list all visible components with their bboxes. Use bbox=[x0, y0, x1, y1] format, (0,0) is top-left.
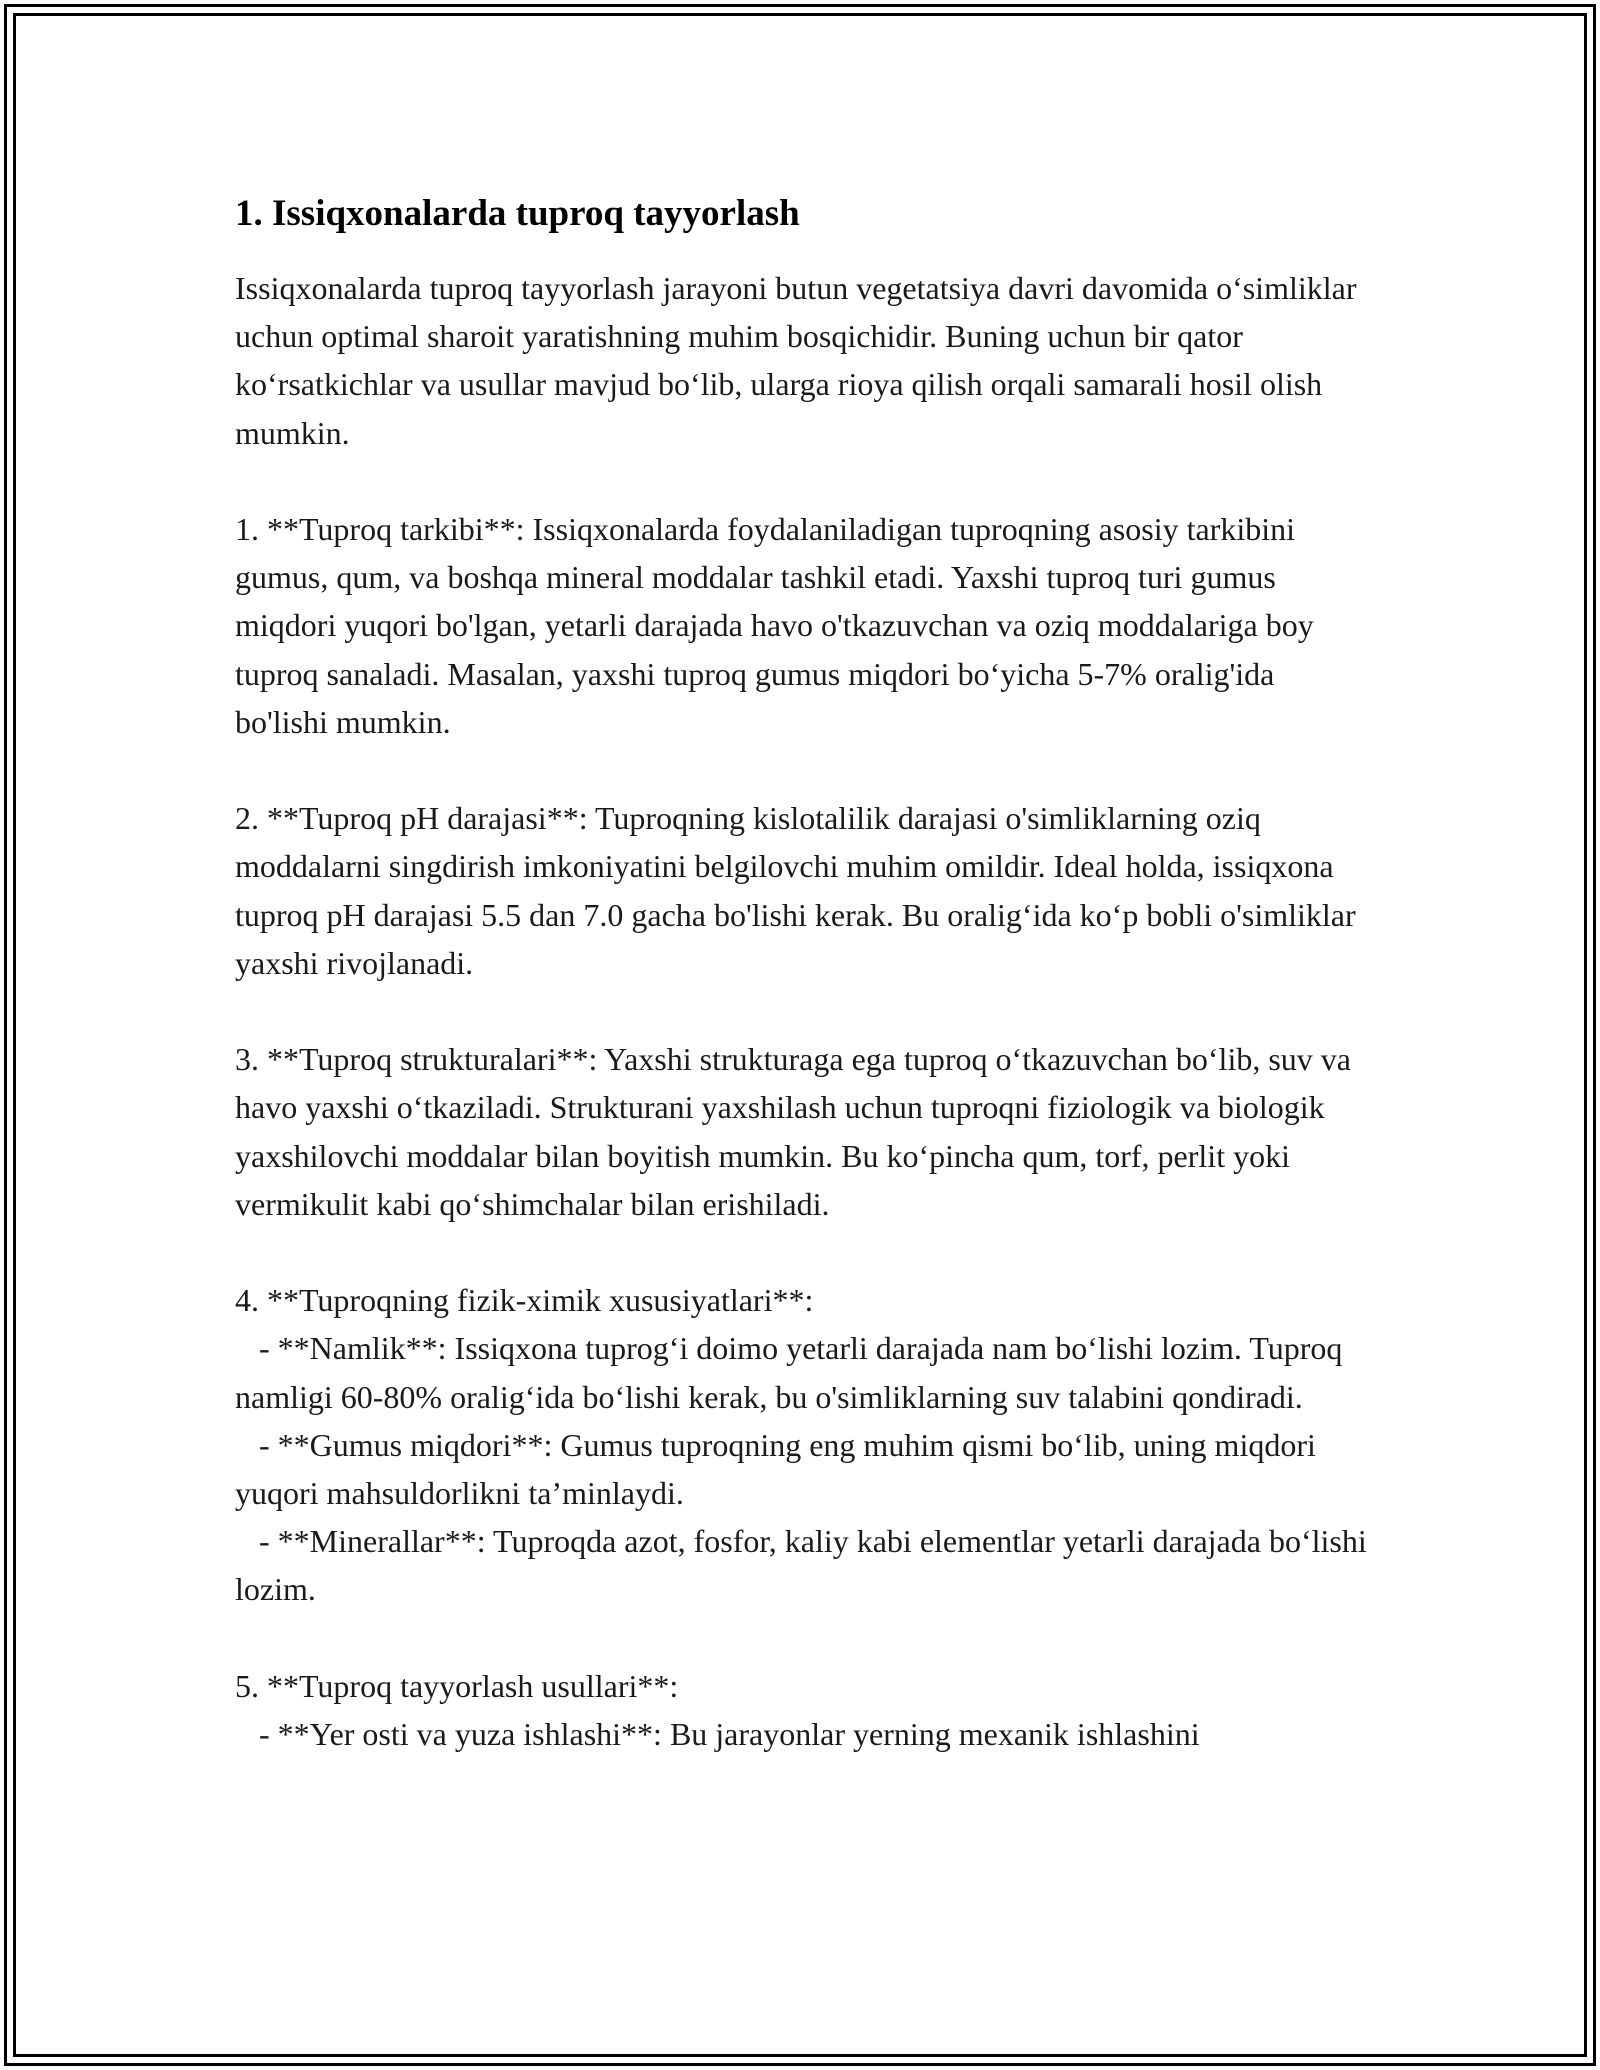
list-item-tuproq-ph: 2. **Tuproq pH darajasi**: Tuproqning kislotalilik darajasi o'simliklarning oziq moddalarni singdirish imkoniyatini belgilovchi muhim omildir. Ideal holda, issiqxona tuproq pH darajasi 5.5 dan 7.0 gacha bo'lishi kerak. Bu oralig‘ida ko‘p bobli o'simliklar yaxshi rivojlanadi. bbox=[235, 800, 1364, 981]
paragraph-spacer bbox=[235, 746, 1375, 794]
section-title: 1. Issiqxonalarda tuproq tayyorlash bbox=[235, 193, 800, 234]
sub-item-gumus: - **Gumus miqdori**: Gumus tuproqning eng muhim qismi bo‘lib, uning miqdori yuqori mahsuldorlikni ta’minlaydi. bbox=[235, 1426, 1324, 1512]
sub-item-minerallar: - **Minerallar**: Tuproqda azot, fosfor, kaliy kabi elementlar yetarli darajada bo‘lishi lozim. bbox=[235, 1523, 1375, 1608]
sub-item-yer-osti: - **Yer osti va yuza ishlashi**: Bu jarayonlar yerning mexanik ishlashini bbox=[259, 1716, 1200, 1753]
list-item-heading: 4. **Tuproqning fizik-ximik xususiyatlari**: bbox=[235, 1282, 814, 1319]
list-item-fizik-ximik bbox=[235, 1276, 1375, 1613]
paragraph-spacer bbox=[235, 457, 1375, 505]
list-item-heading: 5. **Tuproq tayyorlash usullari**: bbox=[235, 1667, 679, 1704]
paragraph-spacer bbox=[235, 1228, 1375, 1276]
list-item-tuproq-strukturalari: 3. **Tuproq strukturalari**: Yaxshi strukturaga ega tuproq o‘tkazuvchan bo‘lib, suv va havo yaxshi o‘tkaziladi. Strukturani yaxshilash uchun tuproqni fiziologik va biologik yaxshilovchi moddalar bilan boyitish mumkin. Bu ko‘pincha qum, torf, perlit yoki vermikulit kabi qo‘shimchalar bilan erishiladi. bbox=[235, 1041, 1359, 1222]
paragraph-spacer bbox=[235, 987, 1375, 1035]
document-page bbox=[235, 186, 1375, 1758]
intro-paragraph: Issiqxonalarda tuproq tayyorlash jarayoni butun vegetatsiya davri davomida o‘simliklar uchun optimal sharoit yaratishning muhim bosqichidir. Buning uchun bir qator ko‘rsatkichlar va usullar mavjud bo‘lib, ularga rioya qilish orqali samarali hosil olish mumkin. bbox=[235, 270, 1365, 451]
paragraph-spacer bbox=[235, 1614, 1375, 1662]
list-item-tayyorlash-usullari bbox=[235, 1662, 1375, 1758]
sub-item-namlik: - **Namlik**: Issiqxona tuprog‘i doimo yetarli darajada nam bo‘lishi lozim. Tuproq namligi 60-80% oralig‘ida bo‘lishi kerak, bu o'simliklarning suv talabini qondiradi. bbox=[235, 1330, 1351, 1415]
list-item-tuproq-tarkibi: 1. **Tuproq tarkibi**: Issiqxonalarda foydalaniladigan tuproqning asosiy tarkibini gumus, qum, va boshqa mineral moddalar tashkil etadi. Yaxshi tuproq turi gumus miqdori yuqori bo'lgan, yetarli darajada havo o'tkazuvchan va oziq moddalariga boy tuproq sanaladi. Masalan, yaxshi tuproq gumus miqdori bo‘yicha 5-7% oralig'ida bo'lishi mumkin. bbox=[235, 511, 1322, 740]
